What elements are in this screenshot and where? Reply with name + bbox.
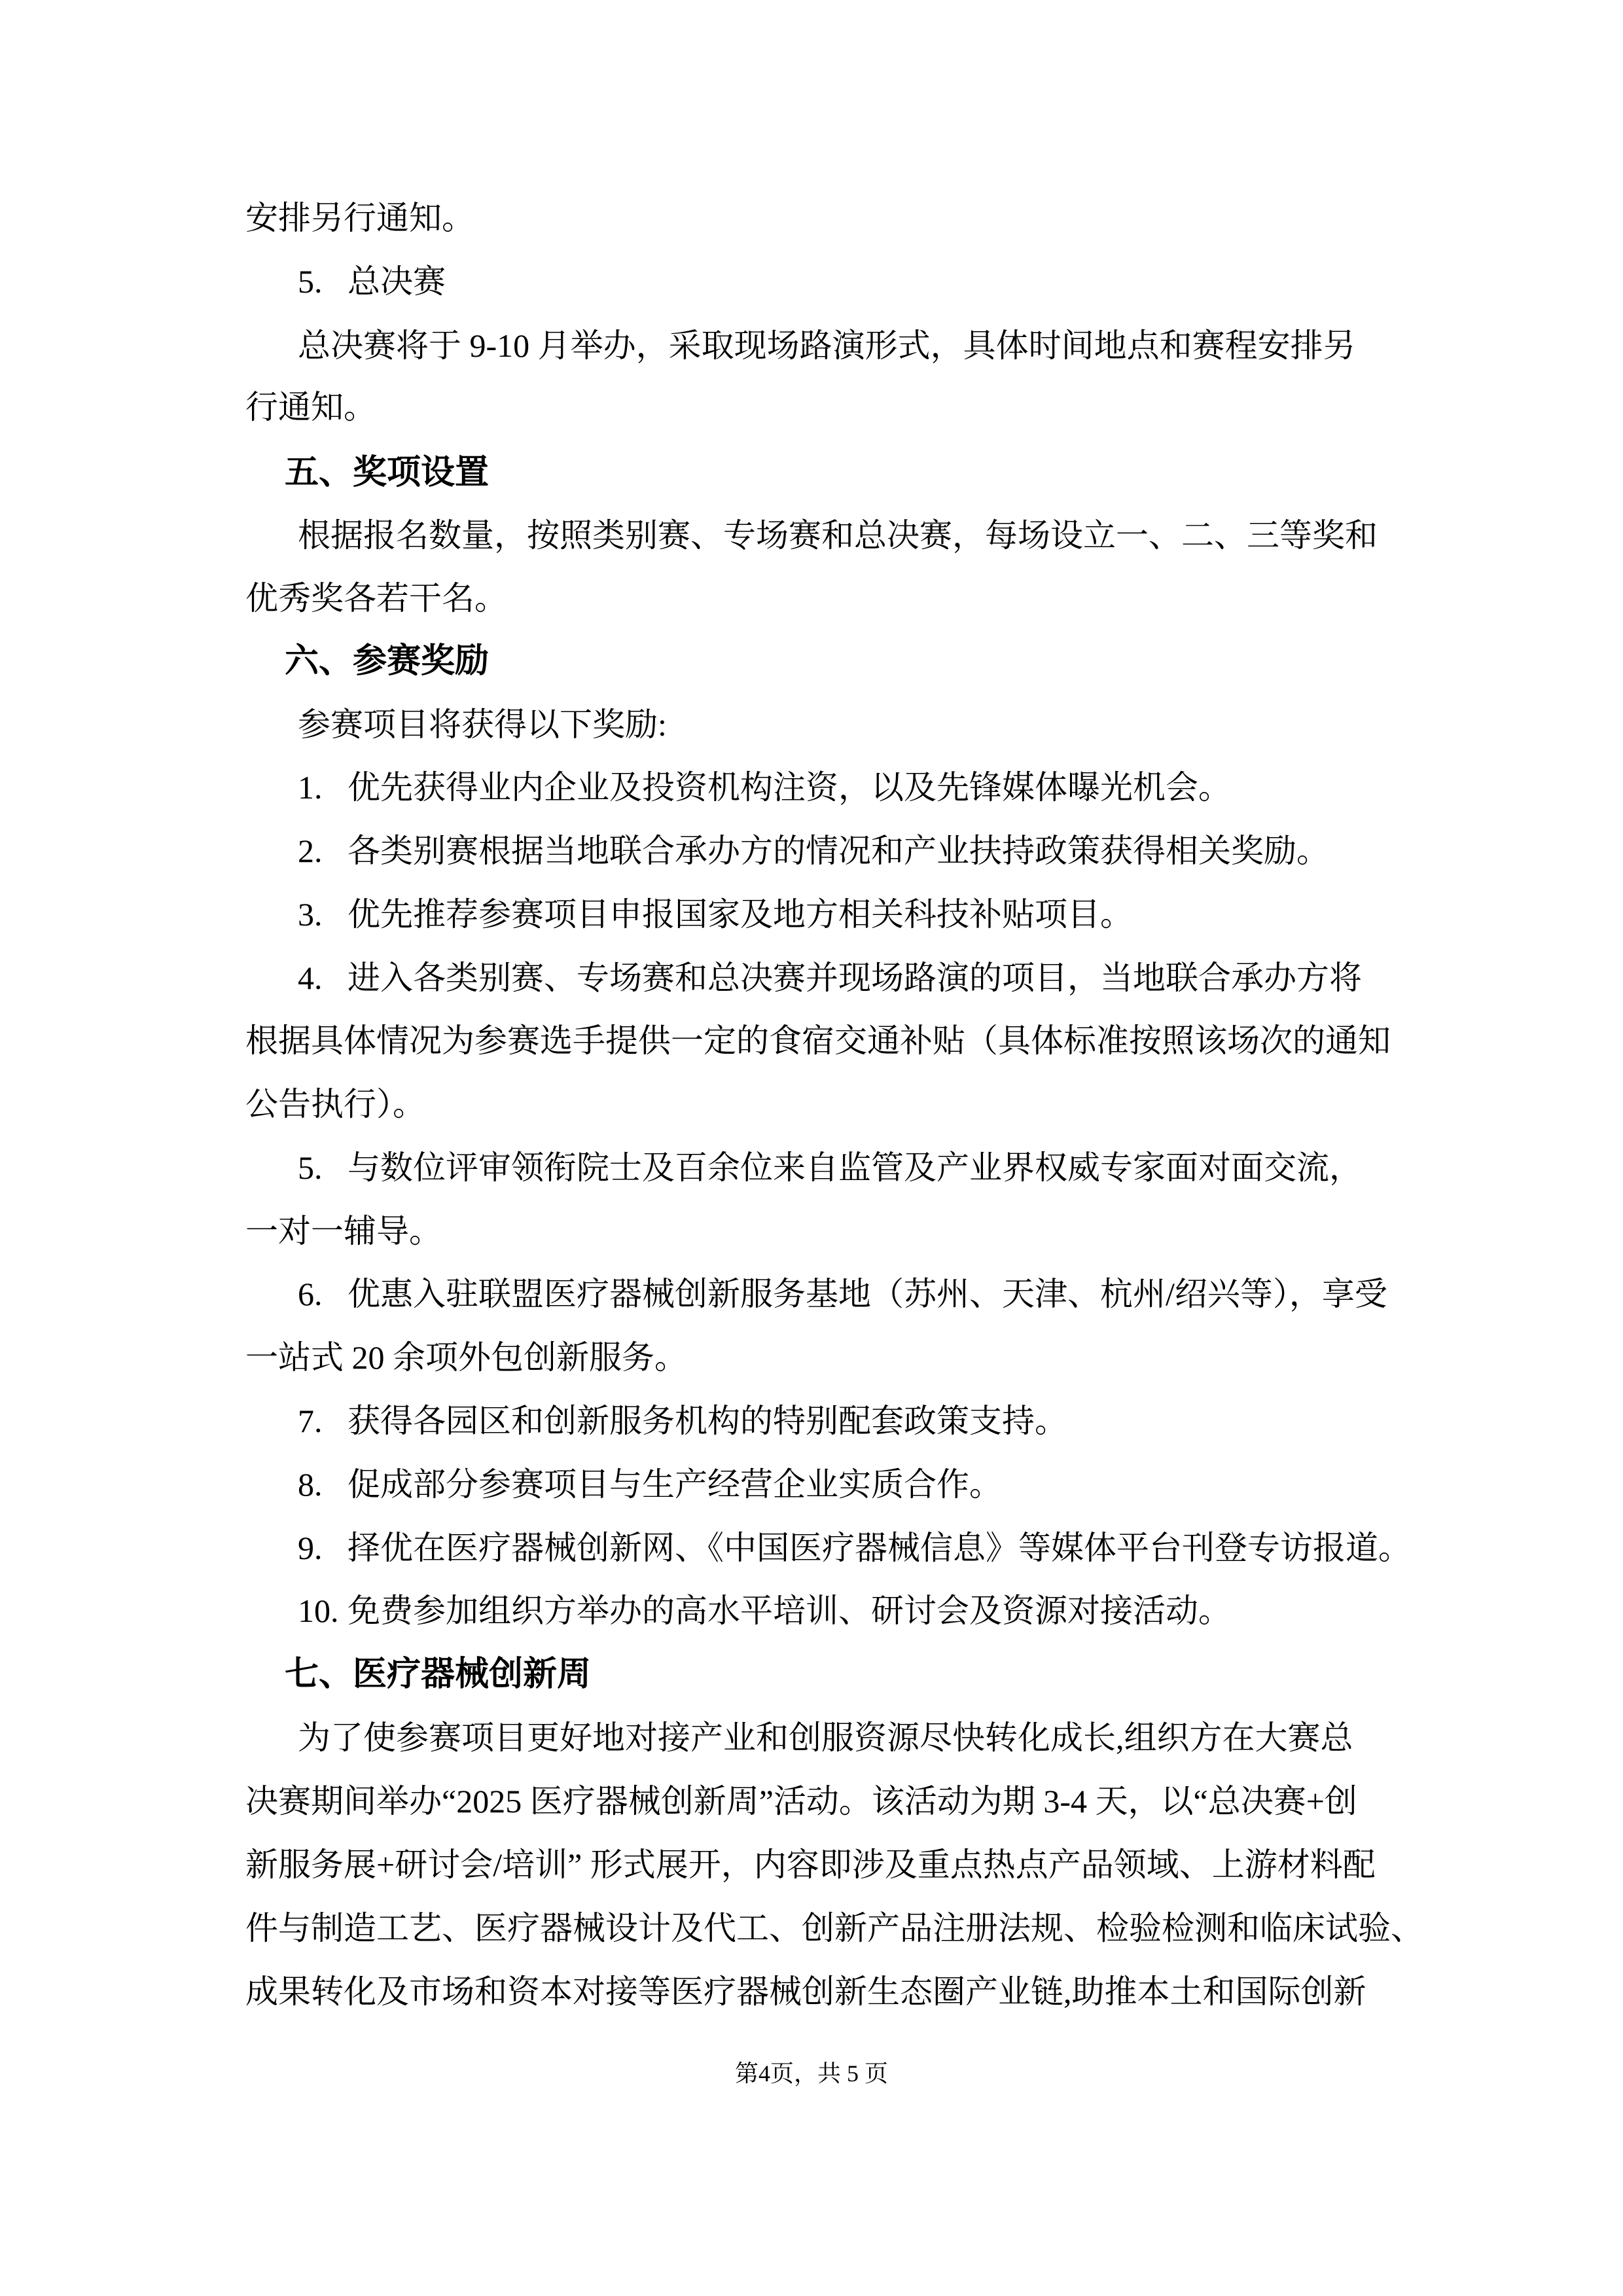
list-number: 2. bbox=[298, 833, 323, 869]
line-text: 七、医疗器械创新周 bbox=[285, 1655, 592, 1693]
text-line bbox=[298, 1263, 1387, 1326]
line-text: 参赛项目将获得以下奖励: bbox=[298, 706, 667, 743]
text-line bbox=[245, 1833, 1376, 1897]
line-text: 进入各类别赛、专场赛和总决赛并现场路演的项目，当地联合承办方将 bbox=[348, 960, 1362, 996]
text-line bbox=[245, 376, 376, 439]
list-number: 7. bbox=[298, 1403, 323, 1439]
line-text: 总决赛 bbox=[348, 263, 446, 300]
section-heading bbox=[285, 630, 489, 693]
text-line bbox=[245, 1009, 1391, 1073]
text-line bbox=[298, 1136, 1362, 1200]
text-line bbox=[298, 250, 446, 314]
line-text: 六、参赛奖励 bbox=[285, 642, 490, 680]
text-line bbox=[298, 1579, 1231, 1643]
list-number: 1. bbox=[298, 769, 323, 806]
line-text: 优惠入驻联盟医疗器械创新服务基地（苏州、天津、杭州/绍兴等），享受 bbox=[348, 1276, 1387, 1312]
text-line bbox=[245, 1770, 1357, 1833]
text-line bbox=[298, 883, 1133, 946]
text-line bbox=[245, 1897, 1423, 1960]
list-number: 10. bbox=[298, 1592, 339, 1629]
list-number: 4. bbox=[298, 960, 323, 996]
text-line bbox=[245, 1073, 425, 1136]
line-text: 公告执行）。 bbox=[245, 1086, 425, 1122]
section-heading bbox=[285, 441, 489, 505]
line-text: 优先获得业内企业及投资机构注资，以及先锋媒体曝光机会。 bbox=[348, 769, 1231, 806]
line-text: 择优在医疗器械创新网、《中国医疗器械信息》等媒体平台刊登专访报道。 bbox=[348, 1530, 1411, 1566]
line-text: 获得各园区和创新服务机构的特别配套政策支持。 bbox=[348, 1403, 1067, 1439]
line-text: 总决赛将于 9-10 月举办，采取现场路演形式，具体时间地点和赛程安排另 bbox=[298, 327, 1356, 364]
text-line bbox=[298, 819, 1329, 883]
text-line bbox=[298, 1516, 1411, 1580]
line-text: 新服务展+研讨会/培训” 形式展开，内容即涉及重点热点产品领域、上游材料配 bbox=[245, 1846, 1376, 1883]
line-text: 行通知。 bbox=[245, 389, 376, 425]
line-text: 与数位评审领衔院士及百余位来自监管及产业界权威专家面对面交流， bbox=[348, 1149, 1362, 1186]
text-line bbox=[245, 1960, 1366, 2024]
line-text: 根据具体情况为参赛选手提供一定的食宿交通补贴（具体标准按照该场次的通知 bbox=[245, 1022, 1391, 1059]
list-number: 8. bbox=[298, 1466, 323, 1503]
line-text: 优先推荐参赛项目申报国家及地方相关科技补贴项目。 bbox=[348, 896, 1133, 933]
text-line bbox=[245, 1326, 687, 1390]
text-line bbox=[245, 187, 474, 250]
text-line bbox=[298, 1453, 1002, 1516]
text-line bbox=[298, 1706, 1353, 1770]
text-line bbox=[298, 1390, 1067, 1453]
list-number: 5. bbox=[298, 1149, 323, 1186]
list-number: 5. bbox=[298, 263, 323, 300]
line-text: 免费参加组织方举办的高水平培训、研讨会及资源对接活动。 bbox=[348, 1592, 1231, 1629]
line-text: 根据报名数量，按照类别赛、专场赛和总决赛，每场设立一、二、三等奖和 bbox=[298, 517, 1378, 554]
line-text: 五、奖项设置 bbox=[285, 454, 490, 492]
line-text: 决赛期间举办“2025 医疗器械创新周”活动。该活动为期 3-4 天，以“总决赛+创 bbox=[245, 1783, 1357, 1820]
line-text: 各类别赛根据当地联合承办方的情况和产业扶持政策获得相关奖励。 bbox=[348, 833, 1329, 869]
line-text: 件与制造工艺、医疗器械设计及代工、创新产品注册法规、检验检测和临床试验、 bbox=[245, 1910, 1423, 1946]
line-text: 安排另行通知。 bbox=[245, 200, 474, 236]
text-line bbox=[245, 1200, 442, 1263]
page-footer: 第4页，共 5 页 bbox=[734, 2060, 888, 2087]
text-line bbox=[298, 693, 667, 757]
line-text: 促成部分参赛项目与生产经营企业实质合作。 bbox=[348, 1466, 1002, 1503]
text-line bbox=[298, 314, 1356, 378]
section-heading bbox=[285, 1643, 591, 1706]
list-number: 9. bbox=[298, 1530, 323, 1566]
list-number: 3. bbox=[298, 896, 323, 933]
line-text: 为了使参赛项目更好地对接产业和创服资源尽快转化成长,组织方在大赛总 bbox=[298, 1719, 1353, 1756]
text-line bbox=[298, 756, 1231, 819]
text-line bbox=[298, 504, 1378, 567]
line-text: 一站式 20 余项外包创新服务。 bbox=[245, 1339, 687, 1376]
line-text: 优秀奖各若干名。 bbox=[245, 580, 507, 617]
list-number: 6. bbox=[298, 1276, 323, 1312]
text-line bbox=[298, 946, 1362, 1010]
line-text: 一对一辅导。 bbox=[245, 1213, 442, 1249]
line-text: 成果转化及市场和资本对接等医疗器械创新生态圈产业链,助推本土和国际创新 bbox=[245, 1973, 1366, 2010]
text-line bbox=[245, 567, 507, 630]
